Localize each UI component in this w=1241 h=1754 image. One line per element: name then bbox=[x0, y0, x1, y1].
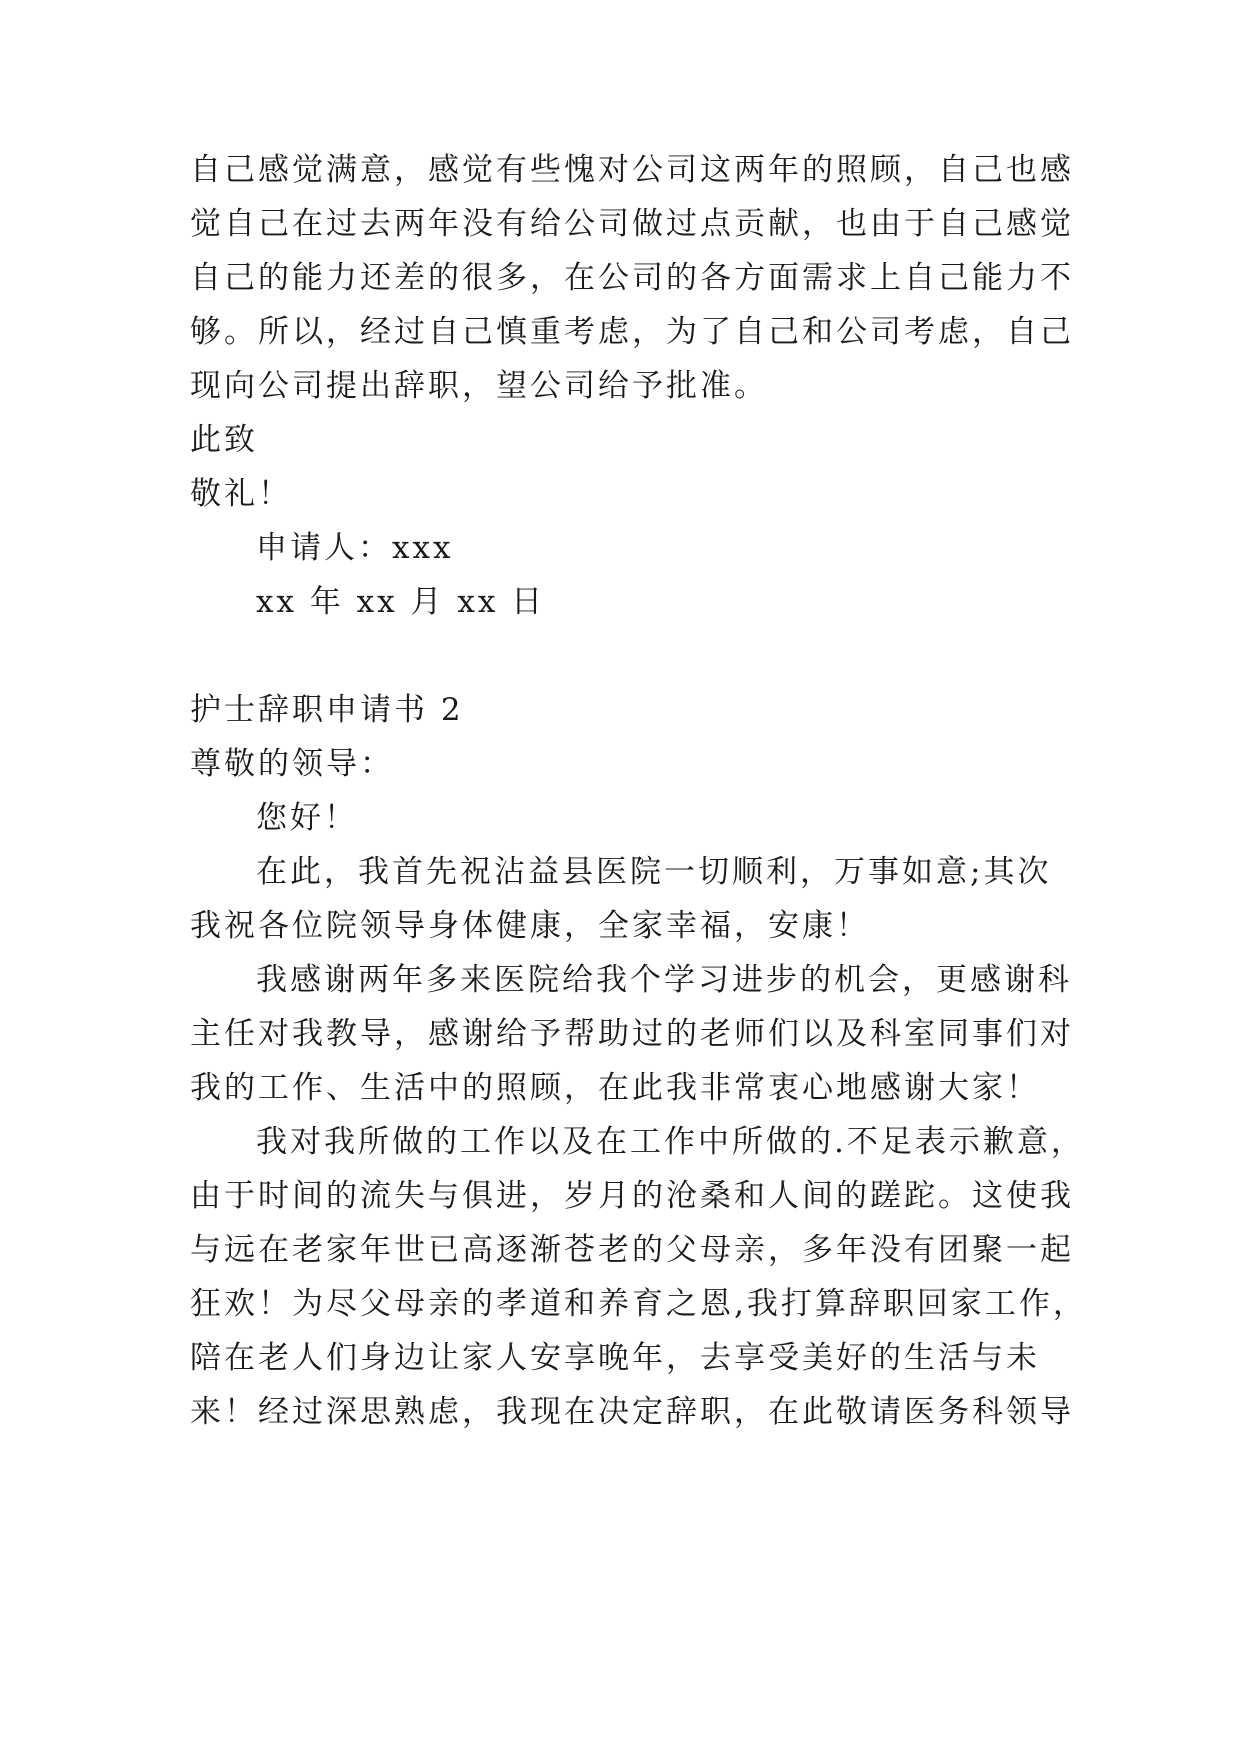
paragraph-line: 我对我所做的工作以及在工作中所做的.不足表示歉意， bbox=[256, 1124, 1085, 1160]
paragraph-line: 自己的能力还差的很多，在公司的各方面需求上自己能力不 bbox=[190, 260, 1074, 296]
paragraph-line: 觉自己在过去两年没有给公司做过点贡献，也由于自己感觉 bbox=[190, 206, 1074, 242]
letter-date: xx 年 xx 月 xx 日 bbox=[256, 584, 546, 620]
paragraph-line: 在此，我首先祝沾益县医院一切顺利，万事如意;其次 bbox=[256, 854, 1052, 890]
paragraph-line: 够。所以，经过自己慎重考虑，为了自己和公司考虑，自己 bbox=[190, 314, 1074, 350]
closing-line: 此致 bbox=[190, 422, 258, 458]
paragraph-line: 与远在老家年世已高逐渐苍老的父母亲，多年没有团聚一起 bbox=[190, 1232, 1074, 1268]
paragraph-line: 我的工作、生活中的照顾，在此我非常衷心地感谢大家！ bbox=[190, 1070, 1040, 1106]
paragraph-line: 狂欢！为尽父母亲的孝道和养育之恩,我打算辞职回家工作， bbox=[190, 1286, 1087, 1322]
paragraph-line: 自己感觉满意，感觉有些愧对公司这两年的照顾，自己也感 bbox=[190, 152, 1074, 188]
salutation: 尊敬的领导： bbox=[190, 746, 394, 782]
paragraph-line: 我感谢两年多来医院给我个学习进步的机会，更感谢科 bbox=[256, 962, 1072, 998]
paragraph-line: 我祝各位院领导身体健康，全家幸福，安康！ bbox=[190, 908, 870, 944]
closing-line: 敬礼！ bbox=[190, 476, 292, 512]
paragraph-line: 陪在老人们身边让家人安享晚年，去享受美好的生活与未 bbox=[190, 1340, 1040, 1376]
document-title: 护士辞职申请书 2 bbox=[190, 692, 464, 728]
paragraph-line: 现向公司提出辞职，望公司给予批准。 bbox=[190, 368, 768, 404]
paragraph-line: 来！经过深思熟虑，我现在决定辞职，在此敬请医务科领导 bbox=[190, 1394, 1074, 1430]
applicant-signature: 申请人：xxx bbox=[256, 530, 454, 566]
paragraph-line: 主任对我教导，感谢给予帮助过的老师们以及科室同事们对 bbox=[190, 1016, 1074, 1052]
paragraph-line: 由于时间的流失与俱进，岁月的沧桑和人间的蹉跎。这使我 bbox=[190, 1178, 1074, 1214]
greeting: 您好！ bbox=[256, 800, 358, 836]
